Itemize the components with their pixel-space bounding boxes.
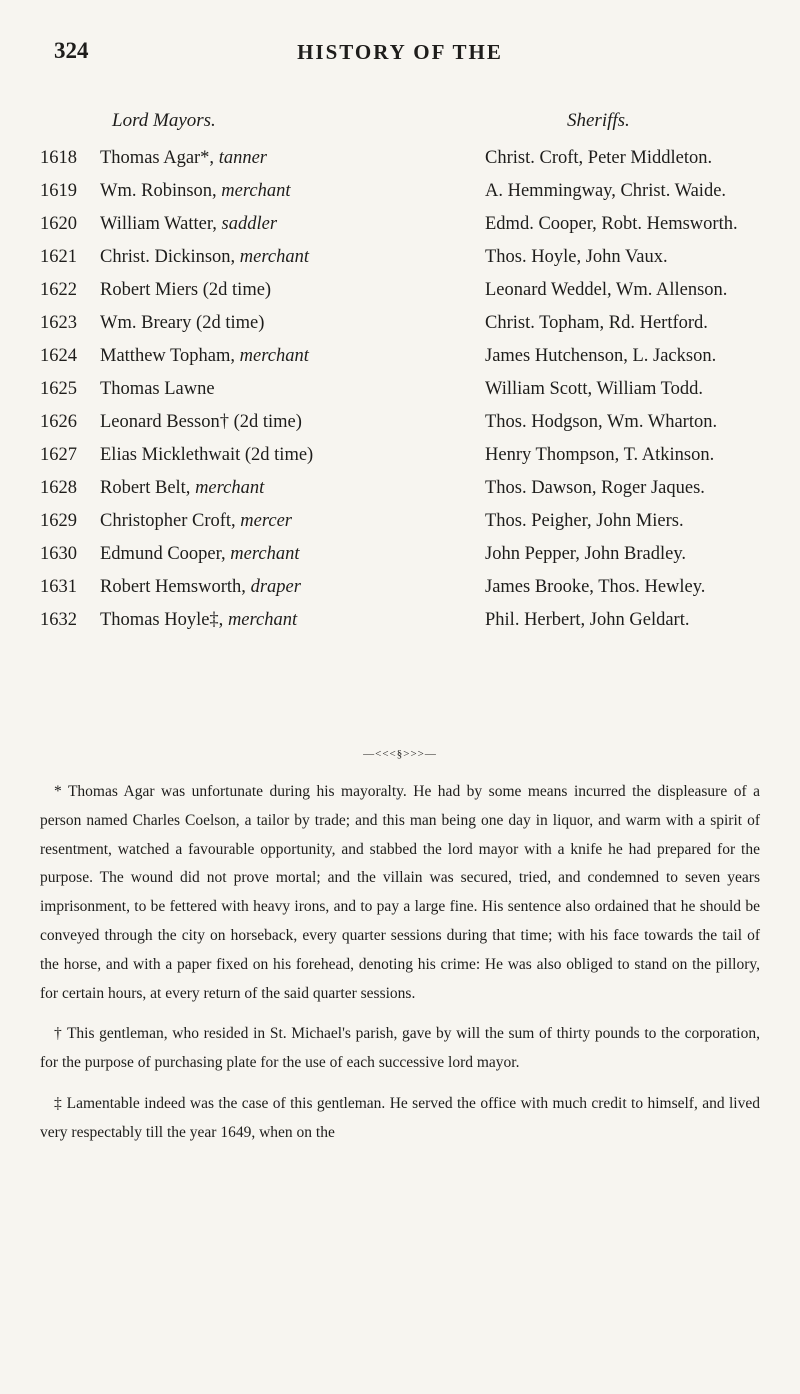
year: 1620 <box>40 214 77 234</box>
footnote: ‡ Lamentable indeed was the case of this gentleman. He served the office with much credit to himself, and lived very respectably till the year 1649, when on the <box>40 1094 760 1141</box>
mayor-name: Robert Belt, <box>100 478 191 498</box>
lord-mayor <box>100 214 277 235</box>
lord-mayor <box>100 379 215 400</box>
list-row <box>0 313 800 346</box>
mayor-trade: merchant <box>239 346 309 366</box>
lord-mayor <box>100 280 271 301</box>
mayor-trade: merchant <box>221 181 291 201</box>
mayor-name: Robert Miers (2d time) <box>100 280 272 300</box>
mayor-name: Wm. Breary (2d time) <box>100 313 265 333</box>
sheriffs-names: Henry Thompson, T. Atkinson. <box>485 445 715 465</box>
sheriffs-names: John Pepper, John Bradley. <box>485 544 687 564</box>
lord-mayor <box>100 148 267 169</box>
mayor-name: Edmund Cooper, <box>100 544 226 564</box>
year: 1631 <box>40 577 77 597</box>
column-headings <box>0 110 800 140</box>
list-row <box>0 511 800 544</box>
lord-mayor <box>100 445 313 466</box>
year: 1630 <box>40 544 77 564</box>
mayor-trade: merchant <box>230 544 300 564</box>
mayor-name: Christopher Croft, <box>100 511 236 531</box>
lord-mayor <box>100 577 301 598</box>
list-row <box>0 148 800 181</box>
year: 1621 <box>40 247 77 267</box>
running-head <box>40 38 760 78</box>
section-divider-ornament: —<<<§>>>— <box>363 748 437 760</box>
list-row <box>0 346 800 379</box>
list-row <box>0 214 800 247</box>
mayor-trade: saddler <box>221 214 278 234</box>
sheriffs-names: Thos. Peigher, John Miers. <box>485 511 684 531</box>
sheriffs-names: William Scott, William Todd. <box>485 379 704 399</box>
lord-mayor <box>100 313 264 334</box>
sheriffs-names: Phil. Herbert, John Geldart. <box>485 610 690 630</box>
year: 1622 <box>40 280 77 300</box>
sheriffs-names: James Hutchenson, L. Jackson. <box>485 346 717 366</box>
list-row <box>0 280 800 313</box>
mayor-trade: merchant <box>239 247 309 267</box>
lord-mayor <box>100 511 292 532</box>
heading-sheriffs: Sheriffs. <box>567 110 630 131</box>
mayor-name: William Watter, <box>100 214 217 234</box>
year: 1618 <box>40 148 77 168</box>
heading-lord-mayors: Lord Mayors. <box>112 110 216 131</box>
lord-mayor <box>100 610 297 631</box>
year: 1628 <box>40 478 77 498</box>
list-row <box>0 544 800 577</box>
lord-mayor <box>100 346 309 367</box>
lord-mayor <box>100 181 290 202</box>
sheriffs-names: Leonard Weddel, Wm. Allenson. <box>485 280 728 300</box>
year: 1624 <box>40 346 77 366</box>
mayor-name: Matthew Topham, <box>100 346 236 366</box>
list-row <box>0 412 800 445</box>
footnote: † This gentleman, who resided in St. Michael's parish, gave by will the sum of thirty pounds to the corporation, for the purpose of purchasing plate for the use of each successive lord mayor. <box>40 1025 760 1072</box>
mayor-name: Thomas Agar*, <box>100 148 215 168</box>
mayor-name: Christ. Dickinson, <box>100 247 236 267</box>
lord-mayor <box>100 478 264 499</box>
year: 1626 <box>40 412 77 432</box>
mayor-name: Leonard Besson† (2d time) <box>100 412 302 432</box>
list-row <box>0 478 800 511</box>
sheriffs-names: Thos. Hodgson, Wm. Wharton. <box>485 412 718 432</box>
lord-mayor <box>100 544 299 565</box>
mayor-name: Wm. Robinson, <box>100 181 217 201</box>
year: 1632 <box>40 610 77 630</box>
mayor-trade: merchant <box>195 478 265 498</box>
mayor-trade: mercer <box>240 511 292 531</box>
sheriffs-names: Edmd. Cooper, Robt. Hemsworth. <box>485 214 738 234</box>
mayor-name: Thomas Hoyle‡, <box>100 610 224 630</box>
page-number: 324 <box>54 38 89 63</box>
list-row <box>0 610 800 643</box>
sheriffs-names: Thos. Hoyle, John Vaux. <box>485 247 668 267</box>
mayor-trade: draper <box>250 577 301 597</box>
mayor-trade: tanner <box>218 148 267 168</box>
year: 1619 <box>40 181 77 201</box>
footnotes <box>40 778 760 1160</box>
mayor-name: Thomas Lawne <box>100 379 215 399</box>
mayors-sheriffs-list <box>0 148 800 643</box>
year: 1623 <box>40 313 77 333</box>
sheriffs-names: Christ. Croft, Peter Middleton. <box>485 148 713 168</box>
year: 1629 <box>40 511 77 531</box>
sheriffs-names: A. Hemmingway, Christ. Waide. <box>485 181 727 201</box>
running-title: HISTORY OF THE <box>297 40 503 64</box>
list-row <box>0 445 800 478</box>
lord-mayor <box>100 412 302 433</box>
list-row <box>0 379 800 412</box>
list-row <box>0 181 800 214</box>
mayor-trade: merchant <box>227 610 298 630</box>
sheriffs-names: Thos. Dawson, Roger Jaques. <box>485 478 705 498</box>
footnote: * Thomas Agar was unfortunate during his mayoralty. He had by some means incurred the displeasure of a person named Charles Coelson, a tailor by trade; and this man being one day in liquor, and warm with a spirit of resentment, watched a favourable opportunity, and stabbed the lord mayor with a knife he had prepared for the purpose. The wound did not prove mortal; and the villain was secured, tried, and condemned to seven years imprisonment, to be fettered with heavy irons, and to pay a large fine. His sentence also ordained that he should be conveyed through the city on horseback, every quarter sessions during that time; with his face towards the tail of the horse, and with a paper fixed on his forehead, denoting his crime: He was also obliged to stand on the pillory, for certain hours, at every return of the said quarter sessions. <box>40 783 760 1002</box>
list-row <box>0 577 800 610</box>
lord-mayor <box>100 247 309 268</box>
mayor-name: Elias Micklethwait (2d time) <box>100 445 314 465</box>
year: 1627 <box>40 445 77 465</box>
list-row <box>0 247 800 280</box>
year: 1625 <box>40 379 77 399</box>
mayor-name: Robert Hemsworth, <box>100 577 246 597</box>
sheriffs-names: Christ. Topham, Rd. Hertford. <box>485 313 708 333</box>
sheriffs-names: James Brooke, Thos. Hewley. <box>485 577 706 597</box>
